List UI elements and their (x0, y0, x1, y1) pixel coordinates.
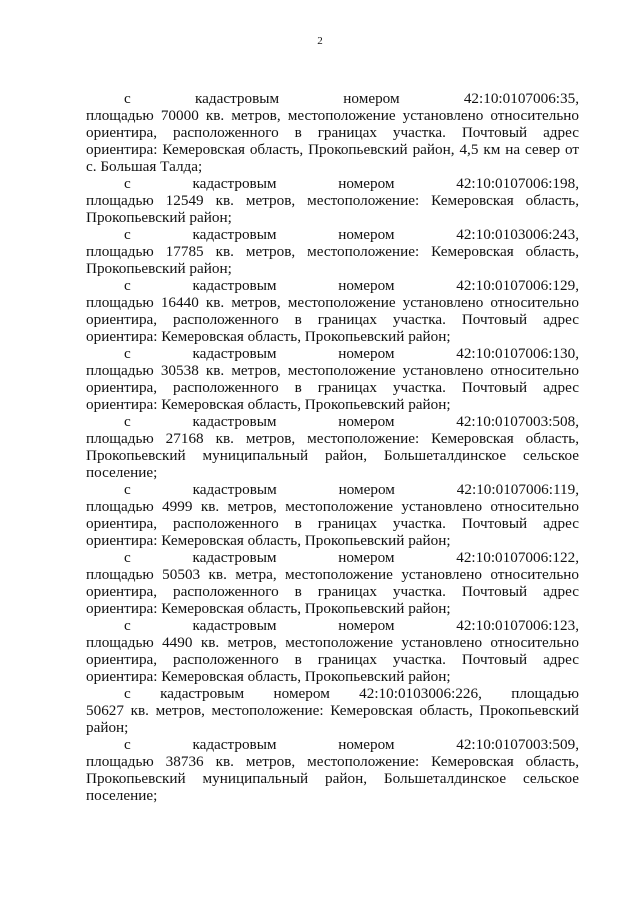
entry-word-number: номером (338, 481, 395, 498)
cadastral-entry (86, 685, 579, 736)
cadastral-number: 42:10:0107006:123, (456, 617, 579, 634)
entry-preposition: с (124, 277, 131, 294)
cadastral-entry (86, 736, 579, 804)
entry-preposition: с (124, 549, 131, 566)
entry-head-line (86, 685, 579, 702)
entry-head-line (86, 736, 579, 753)
entry-preposition: с (124, 175, 131, 192)
entry-preposition: с (124, 226, 131, 243)
entry-word-cadastral: кадастровым (192, 549, 277, 566)
entry-description: площадью 50503 кв. метра, местоположение установлено относительно ориентира, расположенного в границах участка. Почтовый адрес ориентира: Кемеровская область, Прокопьевский район; (86, 566, 579, 617)
entry-word-cadastral: кадастровым (192, 736, 277, 753)
cadastral-number: 42:10:0107003:508, (456, 413, 579, 430)
entry-head-line (86, 175, 579, 192)
cadastral-number: 42:10:0103006:226, (359, 685, 482, 702)
entry-word-number: номером (273, 685, 330, 702)
cadastral-entry (86, 90, 579, 175)
entry-preposition: с (124, 617, 131, 634)
cadastral-number: 42:10:0107006:129, (456, 277, 579, 294)
entry-word-cadastral: кадастровым (192, 277, 277, 294)
cadastral-entry (86, 413, 579, 481)
entry-head-line (86, 617, 579, 634)
entry-preposition: с (124, 736, 131, 753)
cadastral-number: 42:10:0107006:35, (463, 90, 579, 107)
entry-head-line (86, 481, 579, 498)
cadastral-entry (86, 226, 579, 277)
entry-description: 50627 кв. метров, местоположение: Кемеровская область, Прокопьевский район; (86, 702, 579, 736)
entry-description: площадью 70000 кв. метров, местоположение установлено относительно ориентира, расположенного в границах участка. Почтовый адрес ориентира: Кемеровская область, Прокопьевский район, 4,5 км на север от с. Большая Талда; (86, 107, 579, 175)
entry-word-cadastral: кадастровым (192, 345, 277, 362)
cadastral-entry (86, 617, 579, 685)
entry-word-cadastral: кадастровым (192, 617, 277, 634)
entry-head-line (86, 549, 579, 566)
cadastral-number: 42:10:0107006:198, (456, 175, 579, 192)
document-body (86, 90, 579, 804)
cadastral-entry (86, 549, 579, 617)
entry-description: площадью 38736 кв. метров, местоположение: Кемеровская область, Прокопьевский муниципальный район, Большеталдинское сельское поселение; (86, 753, 579, 804)
entry-word-cadastral: кадастровым (192, 413, 277, 430)
entry-head-line (86, 90, 579, 107)
entry-word-cadastral: кадастровым (192, 481, 277, 498)
entry-head-line (86, 413, 579, 430)
entry-description: площадью 27168 кв. метров, местоположение: Кемеровская область, Прокопьевский муниципальный район, Большеталдинское сельское поселение; (86, 430, 579, 481)
entry-word-number: номером (338, 175, 395, 192)
entry-word-number: номером (338, 345, 395, 362)
entry-description: площадью 16440 кв. метров, местоположение установлено относительно ориентира, расположенного в границах участка. Почтовый адрес ориентира: Кемеровская область, Прокопьевский район; (86, 294, 579, 345)
entry-head-line (86, 345, 579, 362)
entry-word-number: номером (343, 90, 400, 107)
entry-word-number: номером (338, 413, 395, 430)
entry-description: площадью 30538 кв. метров, местоположение установлено относительно ориентира, расположенного в границах участка. Почтовый адрес ориентира: Кемеровская область, Прокопьевский район; (86, 362, 579, 413)
entry-description: площадью 17785 кв. метров, местоположение: Кемеровская область, Прокопьевский район; (86, 243, 579, 277)
entry-head-line (86, 277, 579, 294)
entry-word-cadastral: кадастровым (160, 685, 245, 702)
entry-preposition: с (124, 685, 131, 702)
cadastral-entry (86, 175, 579, 226)
entry-preposition: с (124, 481, 131, 498)
entry-word-cadastral: кадастровым (192, 175, 277, 192)
cadastral-number: 42:10:0103006:243, (456, 226, 579, 243)
entry-description: площадью 4999 кв. метров, местоположение установлено относительно ориентира, расположенного в границах участка. Почтовый адрес ориентира: Кемеровская область, Прокопьевский район; (86, 498, 579, 549)
entry-word-number: номером (338, 226, 395, 243)
entry-preposition: с (124, 345, 131, 362)
entry-description: площадью 12549 кв. метров, местоположение: Кемеровская область, Прокопьевский район; (86, 192, 579, 226)
entry-word-number: номером (338, 617, 395, 634)
entry-word-number: номером (338, 277, 395, 294)
cadastral-entry (86, 345, 579, 413)
cadastral-entry (86, 277, 579, 345)
entry-description: площадью 4490 кв. метров, местоположение установлено относительно ориентира, расположенного в границах участка. Почтовый адрес ориентира: Кемеровская область, Прокопьевский район; (86, 634, 579, 685)
cadastral-number: 42:10:0107006:130, (456, 345, 579, 362)
cadastral-number: 42:10:0107006:122, (456, 549, 579, 566)
entry-preposition: с (124, 90, 131, 107)
entry-word-area: площадью (511, 685, 579, 702)
entry-word-cadastral: кадастровым (194, 90, 280, 107)
page-number: 2 (317, 35, 323, 47)
entry-word-number: номером (338, 549, 395, 566)
cadastral-number: 42:10:0107006:119, (456, 481, 579, 498)
entry-head-line (86, 226, 579, 243)
cadastral-number: 42:10:0107003:509, (456, 736, 579, 753)
cadastral-entry (86, 481, 579, 549)
entry-preposition: с (124, 413, 131, 430)
entry-word-cadastral: кадастровым (192, 226, 277, 243)
entry-word-number: номером (338, 736, 395, 753)
